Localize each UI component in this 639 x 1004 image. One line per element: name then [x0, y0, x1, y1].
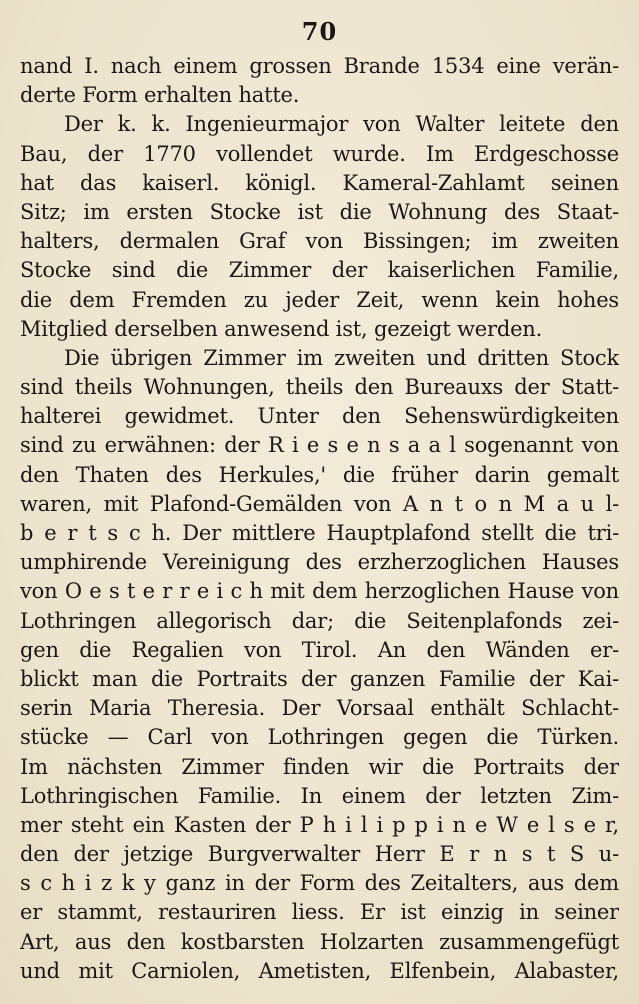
text-line: Lothringen allegorisch dar; die Seitenplafonds zei-	[20, 608, 619, 633]
text-line: gen die Regalien von Tirol. An den Wänden er-	[20, 637, 619, 662]
text-line: er stammt, restauriren liess. Er ist einzig in seiner	[20, 900, 619, 925]
text-line: und mit Carniolen, Ametisten, Elfenbein, Alabaster,	[20, 958, 619, 983]
text-line: halterei gewidmet. Unter den Sehenswürdigkeiten	[20, 404, 619, 429]
text-line: umphirende Vereinigung des erzherzoglichen Hauses	[20, 550, 619, 575]
text-line: Mitglied derselben anwesend ist, gezeigt werden.	[20, 316, 543, 341]
text-line: hat das kaiserl. königl. Kameral-Zahlamt seinen	[20, 170, 619, 195]
text-line: die dem Fremden zu jeder Zeit, wenn kein hohes	[20, 287, 619, 312]
text-line: mer steht ein Kasten der P h i l i p p i n e W e l s e r,	[20, 812, 619, 837]
text-line: den der jetzige Burgverwalter Herr E r n s t S u-	[20, 842, 619, 867]
text-line: Lothringischen Familie. In einem der letzten Zim-	[20, 783, 619, 808]
text-line: von O e s t e r r e i c h mit dem herzoglichen Hause von	[20, 579, 619, 604]
page-number: 70	[301, 17, 338, 46]
text-line: Der k. k. Ingenieurmajor von Walter leitete den	[64, 112, 619, 137]
text-line: Art, aus den kostbarsten Holzarten zusammengefügt	[20, 929, 619, 954]
text-line: Die übrigen Zimmer im zweiten und dritten Stock	[64, 345, 619, 370]
text-line: s c h i z k y ganz in der Form des Zeitalters, aus dem	[20, 871, 619, 896]
text-line: den Thaten des Herkules,' die früher darin gemalt	[20, 462, 619, 487]
text-line: waren, mit Plafond-Gemälden von A n t o n M a u l-	[20, 491, 619, 516]
text-line: derte Form erhalten hatte.	[20, 83, 300, 108]
text-line: Im nächsten Zimmer finden wir die Portraits der	[20, 754, 619, 779]
text-line: Bau, der 1770 vollendet wurde. Im Erdgeschosse	[20, 141, 619, 166]
text-body	[20, 52, 619, 986]
text-line: serin Maria Theresia. Der Vorsaal enthält Schlacht-	[20, 696, 619, 721]
text-line: halters, dermalen Graf von Bissingen; im zweiten	[20, 229, 619, 254]
text-line: sind theils Wohnungen, theils den Bureauxs der Statt-	[20, 375, 619, 400]
text-line: b e r t s c h. Der mittlere Hauptplafond stellt die tri-	[20, 521, 619, 545]
text-line: stücke — Carl von Lothringen gegen die Türken.	[20, 725, 619, 750]
text-line: sind zu erwähnen: der R i e s e n s a a l sogenannt von	[20, 433, 619, 458]
text-line: Sitz; im ersten Stocke ist die Wohnung des Staat-	[20, 199, 619, 224]
text-line: blickt man die Portraits der ganzen Familie der Kai-	[20, 666, 619, 691]
text-line: nand I. nach einem grossen Brande 1534 eine verän-	[20, 54, 619, 78]
text-line: Stocke sind die Zimmer der kaiserlichen Familie,	[20, 258, 619, 283]
